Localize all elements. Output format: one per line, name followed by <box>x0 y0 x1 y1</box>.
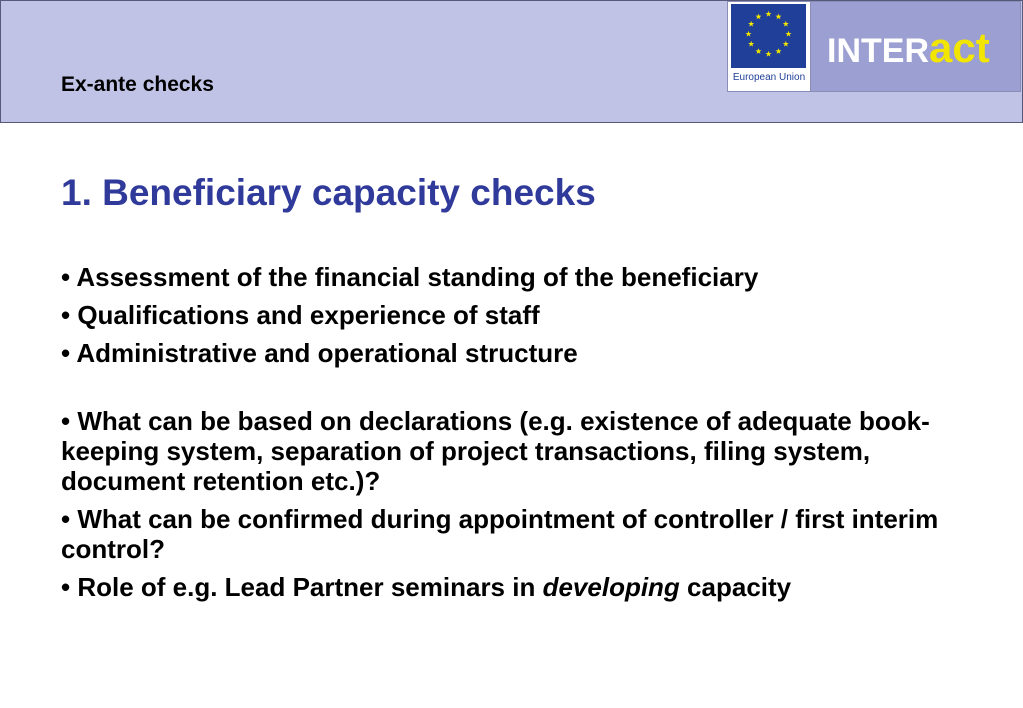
bullet-emphasis: developing <box>542 572 680 602</box>
interact-logo <box>727 1 1021 92</box>
bullet-text: • Role of e.g. Lead Partner seminars in <box>61 572 543 602</box>
interact-wordmark <box>811 2 1020 91</box>
eu-logo <box>728 2 811 91</box>
slide-heading: 1. Beneficiary capacity checks <box>61 172 596 213</box>
bullet-item: • What can be based on declarations (e.g. existence of adequate book-keeping system, separation of project transactions, filing system, document retention etc.)? <box>61 406 930 496</box>
bullet-item-last <box>61 572 961 602</box>
bullet-item: • Qualifications and experience of staff <box>61 300 540 330</box>
bullet-item: • Administrative and operational structure <box>61 338 578 368</box>
eu-label: European Union <box>732 72 806 83</box>
bullet-text: capacity <box>679 572 792 602</box>
interact-suffix: act <box>929 24 990 71</box>
interact-prefix: INTER <box>827 32 929 70</box>
eu-flag-icon <box>731 4 806 68</box>
bullet-item: • Assessment of the financial standing of the beneficiary <box>61 262 759 292</box>
interact-wordmark-text <box>827 24 990 72</box>
bullet-list <box>61 262 961 610</box>
header-title: Ex-ante checks <box>61 73 214 96</box>
bullet-item: • What can be confirmed during appointment of controller / first interim control? <box>61 504 939 564</box>
